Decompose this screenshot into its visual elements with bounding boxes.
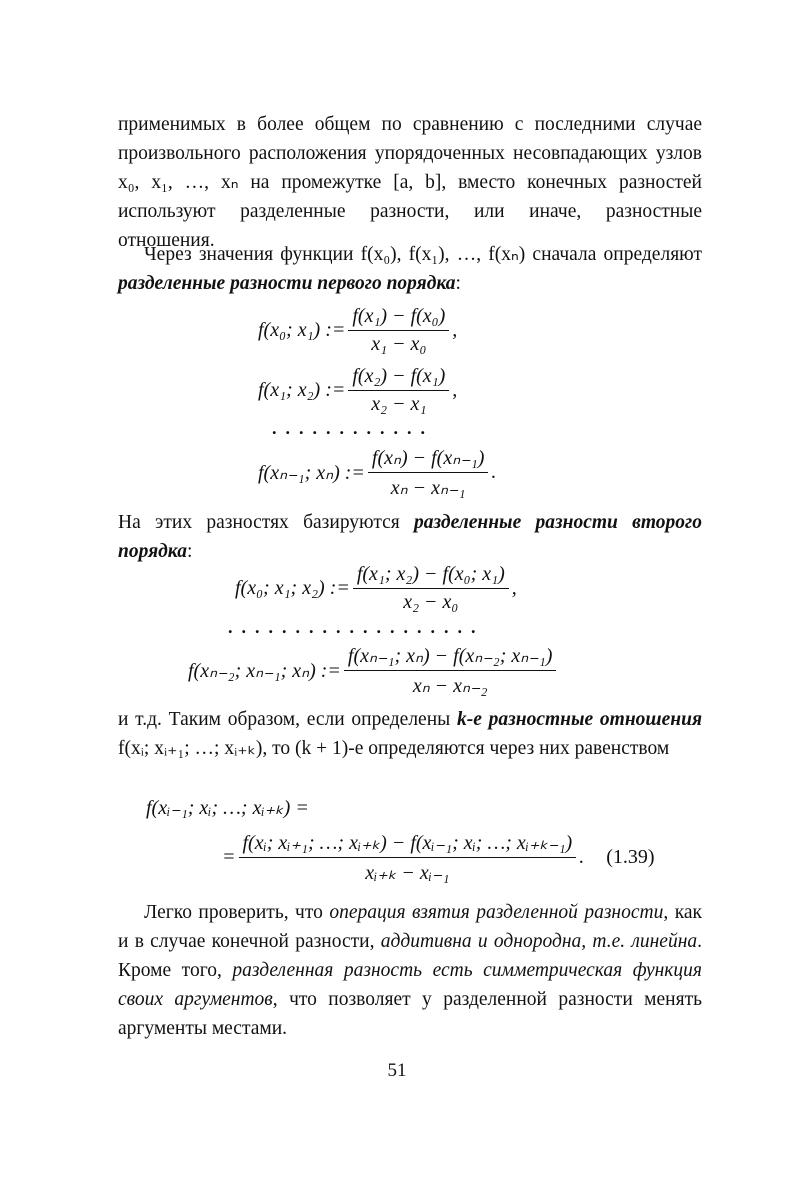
- denominator: x₂ − x₁: [371, 393, 427, 415]
- term-k-ratios: k-е разностные отношения: [457, 709, 703, 730]
- numerator: f(xₙ₋₁; xₙ) − f(xₙ₋₂; xₙ₋₁): [344, 643, 556, 671]
- text: и т.д. Таким образом, если определены: [118, 709, 457, 730]
- ellipsis-dots: ...................: [228, 617, 485, 637]
- text: , как и в случае конечной разности,: [118, 902, 702, 952]
- term: аддитивна и однородна, т.е. линейна: [380, 931, 698, 952]
- equals: =: [222, 846, 236, 868]
- numerator: f(xᵢ; xᵢ₊₁; …; xᵢ₊ₖ) − f(xᵢ₋₁; xᵢ; …; xᵢ₊ₖ₋₁): [239, 830, 577, 858]
- lhs: f(x₀; x₁; x₂) :=: [235, 577, 350, 599]
- denominator: xₙ − xₙ₋₁: [390, 477, 466, 499]
- term-first-order: разделенные разности первого порядка: [118, 273, 456, 294]
- formula-general-lhs: [146, 795, 309, 820]
- numerator: f(x₁; x₂) − f(x₀; x₁): [353, 563, 509, 589]
- text: , что позволяет у разделенной разности менять аргументы местами.: [118, 989, 702, 1039]
- lhs: f(xₙ₋₁; xₙ) :=: [258, 462, 365, 484]
- numerator: f(x₁) − f(x₀): [348, 305, 449, 331]
- lhs: f(x₀; x₁) :=: [258, 319, 346, 341]
- denominator: x₁ − x₀: [371, 333, 427, 355]
- text: . Кроме того,: [118, 931, 702, 981]
- punct: ,: [452, 319, 458, 341]
- formula-second-order-1: [235, 563, 517, 614]
- punct: ,: [511, 577, 517, 599]
- denominator: xᵢ₊ₖ − xᵢ₋₁: [365, 862, 450, 884]
- lhs: f(xₙ₋₂; xₙ₋₁; xₙ) :=: [188, 660, 341, 682]
- lhs: f(x₁; x₂) :=: [258, 379, 346, 401]
- page-number: 51: [387, 1060, 407, 1081]
- denominator: x₂ − x₀: [403, 591, 459, 613]
- text: :: [186, 541, 193, 562]
- equation-number: (1.39): [606, 846, 655, 868]
- lhs: f(xᵢ₋₁; xᵢ; …; xᵢ₊ₖ) =: [146, 797, 309, 819]
- punct: ,: [452, 379, 458, 401]
- formula-general-rhs: [222, 830, 655, 885]
- numerator: f(xₙ) − f(xₙ₋₁): [368, 445, 488, 473]
- formula-first-order-1: [258, 305, 457, 356]
- text: f(xᵢ; xᵢ₊₁; …; xᵢ₊ₖ), то (k + 1)-е определяются через них равенством: [118, 738, 670, 759]
- formula-first-order-n: [258, 445, 496, 500]
- term: операция взятия разделенной разности: [329, 902, 664, 923]
- paragraph-first-order: [118, 240, 702, 298]
- text: Через значения функции f(x₀), f(x₁), …, f(xₙ) сначала определяют: [144, 244, 702, 265]
- paragraph-second-order: [118, 508, 702, 566]
- term-second-order: разделенные разности второго порядка: [118, 512, 702, 562]
- numerator: f(x₂) − f(x₁): [348, 365, 449, 391]
- denominator: xₙ − xₙ₋₂: [412, 675, 488, 697]
- paragraph-properties: [118, 898, 702, 1043]
- formula-second-order-n: [188, 643, 559, 698]
- term: разделенная разность есть симметрическая функция своих аргументов: [118, 960, 702, 1010]
- ellipsis-dots: ............: [272, 418, 434, 438]
- text: :: [455, 273, 461, 294]
- punct: .: [491, 461, 497, 483]
- paragraph-k-order: [118, 705, 702, 763]
- text: Легко проверить, что: [144, 902, 330, 923]
- punct: .: [579, 846, 585, 868]
- formula-first-order-2: [258, 365, 457, 416]
- paragraph-intro: применимых в более общем по сравнению с последними случае произвольного расположения упорядоченных несовпадающих узлов x₀, x₁, …, xₙ на промежутке [a, b], вместо конечных разностей используют разделенные разности, или иначе, разностные отношения.: [118, 114, 702, 251]
- text: На этих разностях базируются: [118, 512, 415, 533]
